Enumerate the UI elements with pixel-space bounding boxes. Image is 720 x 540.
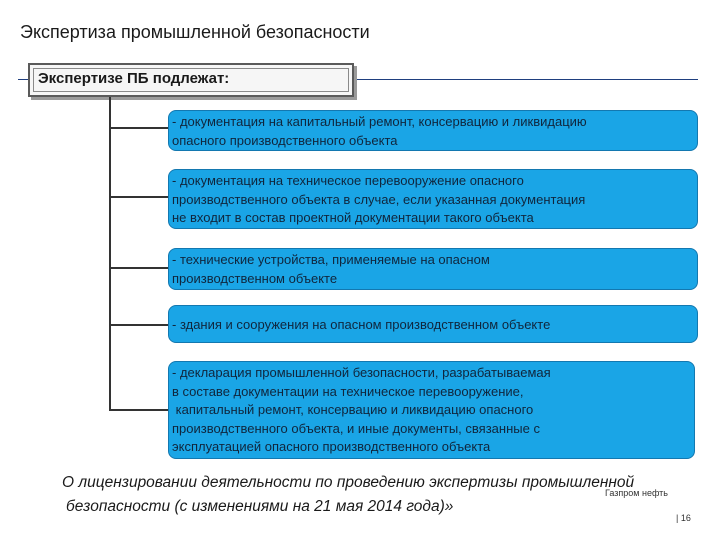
- item-box-1: [168, 110, 698, 151]
- connector-branch-1: [109, 127, 168, 129]
- item-line: - декларация промышленной безопасности, разрабатываемая: [172, 365, 551, 380]
- item-line: - документация на капитальный ремонт, консервацию и ликвидацию: [172, 114, 587, 129]
- item-line: эксплуатацией опасного производственного объекта: [172, 439, 491, 454]
- page-number: | 16: [676, 513, 691, 523]
- item-line: капитальный ремонт, консервацию и ликвидацию опасного: [172, 402, 534, 417]
- connector-branch-2: [109, 196, 168, 198]
- connector-trunk: [109, 97, 111, 410]
- footer-line-1: О лицензировании деятельности по проведению экспертизы промышленной: [62, 474, 635, 491]
- item-line: - технические устройства, применяемые на опасном: [172, 252, 490, 267]
- item-line: не входит в состав проектной документации такого объекта: [172, 210, 534, 225]
- item-box-3: [168, 248, 698, 290]
- item-line: производственном объекте: [172, 270, 338, 286]
- connector-branch-5: [109, 409, 168, 411]
- item-box-2: [168, 169, 698, 229]
- item-line: - здания и сооружения на опасном производственном объекте: [172, 317, 551, 332]
- item-line: опасного производственного объекта: [172, 132, 398, 148]
- page-title: Экспертиза промышленной безопасности: [20, 22, 370, 42]
- item-line: в составе документации на техническое перевооружение,: [172, 383, 524, 399]
- item-line: - документация на техническое перевооружение опасного: [172, 173, 524, 188]
- header-box: [28, 63, 354, 97]
- brand-label: Газпром нефть: [605, 488, 668, 498]
- connector-branch-3: [109, 267, 168, 269]
- connector-branch-4: [109, 324, 168, 326]
- footer-line-2: безопасности (с изменениями на 21 мая 2014 года)»: [66, 498, 454, 515]
- item-line: производственного объекта в случае, если указанная документация: [172, 191, 586, 207]
- item-box-4: [168, 305, 698, 343]
- item-line: производственного объекта, и иные документы, связанные с: [172, 420, 540, 436]
- item-box-5: [168, 361, 695, 459]
- footer-text: [62, 471, 634, 519]
- header-label: Экспертизе ПБ подлежат:: [38, 70, 230, 87]
